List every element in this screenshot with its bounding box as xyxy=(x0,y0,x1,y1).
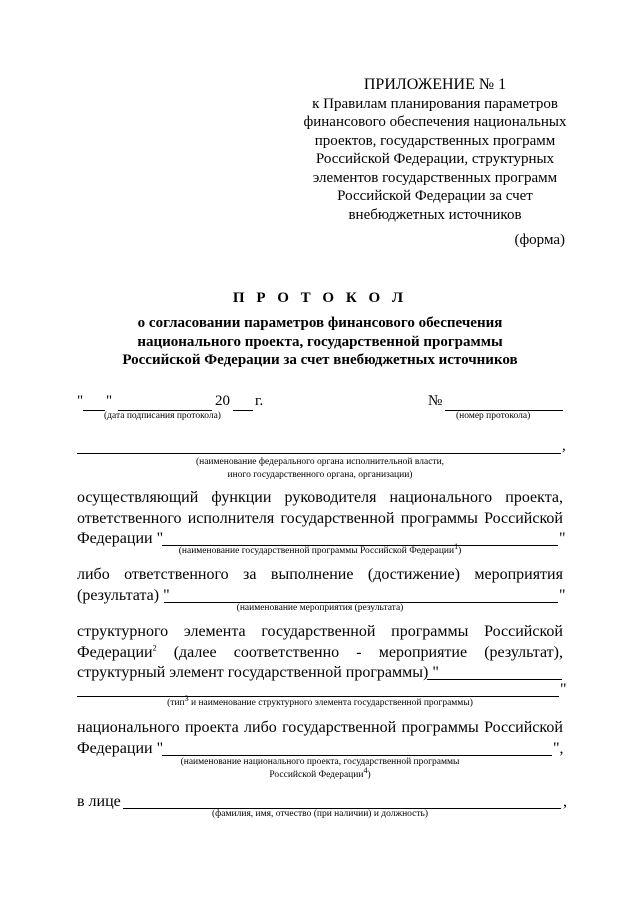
number-sign: № xyxy=(428,393,443,409)
appendix-line: внебюджетных источников xyxy=(348,206,522,223)
word: выполнение xyxy=(270,566,354,583)
footnote-ref: 3 xyxy=(184,693,189,703)
word: ответственного xyxy=(77,510,182,527)
paragraph3-line3-prefix: структурный элемент государственной программы) " xyxy=(77,664,439,681)
organization-caption: иного государственного органа, организации) xyxy=(227,470,413,480)
caption-text: ) xyxy=(367,770,371,780)
paragraph1-line1 xyxy=(77,489,563,507)
word: структурного xyxy=(77,623,169,640)
word: осуществляющий xyxy=(77,489,199,506)
appendix-block xyxy=(270,76,600,224)
word xyxy=(77,644,157,662)
word: (далее xyxy=(173,644,217,661)
representative-suffix: , xyxy=(563,793,567,810)
state-program-caption xyxy=(0,541,640,556)
word: Российской xyxy=(484,623,563,640)
word: либо xyxy=(77,566,110,583)
paragraph1-line2 xyxy=(77,510,563,528)
word: ответственного xyxy=(124,566,229,583)
structural-element-caption xyxy=(0,693,640,708)
national-project-caption: (наименование национального проекта, государственной программы xyxy=(180,757,460,767)
word: руководителя xyxy=(284,489,377,506)
day-field[interactable] xyxy=(83,410,105,411)
word: программы xyxy=(400,510,478,527)
footnote-ref: 2 xyxy=(152,643,157,653)
word: функции xyxy=(211,489,272,506)
paragraph1-line3-prefix: Федерации " xyxy=(77,530,164,547)
word: программы xyxy=(401,719,479,736)
word: соответственно xyxy=(233,644,340,661)
subtitle-line: Российской Федерации за счет внебюджетных источников xyxy=(122,352,518,368)
word: мероприятие xyxy=(378,644,468,661)
word: проекта, xyxy=(505,489,563,506)
word: за xyxy=(243,566,257,583)
date-quote-close: " xyxy=(106,393,113,409)
word: либо xyxy=(244,719,277,736)
caption-text: (тип xyxy=(167,698,185,708)
paragraph4-line2-suffix: ", xyxy=(553,740,564,757)
organization-caption: (наименование федерального органа исполнительной власти, xyxy=(195,457,445,467)
paragraph3-line2 xyxy=(77,644,563,662)
subtitle-line: о согласовании параметров финансового обеспечения xyxy=(137,315,503,331)
appendix-line: элементов государственных программ xyxy=(312,169,558,186)
date-quote-open: " xyxy=(77,393,84,409)
word: государственной xyxy=(282,719,397,736)
event-result-caption: (наименование мероприятия (результата) xyxy=(236,603,404,613)
word: (результат), xyxy=(484,644,563,661)
caption-text: и наименование структурного элемента государственной программы) xyxy=(188,698,473,708)
appendix-line: проектов, государственных программ xyxy=(314,132,556,149)
word: программы xyxy=(391,623,469,640)
word: - xyxy=(356,644,362,661)
national-project-caption xyxy=(0,765,640,780)
subtitle-line: национального проекта, государственной программы xyxy=(137,333,503,350)
word: государственной xyxy=(261,623,376,640)
structural-element-field-start[interactable] xyxy=(427,679,562,680)
structural-element-field[interactable] xyxy=(77,696,559,697)
representative-prefix: в лице xyxy=(77,793,121,810)
paragraph3-line4-suffix: " xyxy=(560,681,567,698)
document-subtitle xyxy=(100,314,540,370)
date-caption: (дата подписания протокола) xyxy=(104,411,221,421)
representative-caption: (фамилия, имя, отчество (при наличии) и должность) xyxy=(211,809,429,819)
year-suffix: г. xyxy=(255,393,264,409)
paragraph1-line3-suffix: " xyxy=(559,530,566,547)
word-text: Федерации xyxy=(77,644,153,661)
word: проекта xyxy=(184,719,239,736)
paragraph2-line2-prefix: (результата) " xyxy=(77,587,170,604)
caption-text: Российской Федерации xyxy=(269,770,364,780)
year-field[interactable] xyxy=(233,410,253,411)
form-label: (форма) xyxy=(514,232,565,248)
footnote-ref: 1 xyxy=(454,541,459,551)
number-caption: (номер протокола) xyxy=(456,411,531,421)
appendix-line: Российской Федерации за счет xyxy=(337,188,533,204)
footnote-ref: 4 xyxy=(363,765,368,775)
organization-field[interactable] xyxy=(77,453,561,454)
word: исполнителя xyxy=(187,510,275,527)
document-title: П Р О Т О К О Л xyxy=(232,290,408,306)
word: национального xyxy=(389,489,493,506)
paragraph4-line1 xyxy=(77,719,563,737)
paragraph4-line2-prefix: Федерации " xyxy=(77,740,164,757)
paragraph3-line1 xyxy=(77,623,563,641)
word: Российской xyxy=(484,719,563,736)
paragraph2-line2-suffix: " xyxy=(559,587,566,604)
word: национального xyxy=(77,719,180,736)
year-prefix: 20 xyxy=(215,393,230,409)
paragraph2-line1 xyxy=(77,566,563,584)
word: Российской xyxy=(484,510,563,527)
caption-text: ) xyxy=(458,546,462,556)
appendix-title: ПРИЛОЖЕНИЕ № 1 xyxy=(363,76,507,93)
organization-comma: , xyxy=(562,438,566,454)
national-project-field[interactable] xyxy=(162,755,552,756)
appendix-line: к Правилам планирования параметров xyxy=(312,95,558,112)
word: государственной xyxy=(280,510,395,527)
word: (достижение) xyxy=(367,566,460,583)
word: мероприятия xyxy=(474,566,563,583)
caption-text: (наименование государственной программы Российской Федерации xyxy=(178,546,455,556)
appendix-line: финансового обеспечения национальных xyxy=(303,114,567,130)
appendix-line: Российской Федерации, структурных xyxy=(315,151,555,167)
word: элемента xyxy=(183,623,246,640)
